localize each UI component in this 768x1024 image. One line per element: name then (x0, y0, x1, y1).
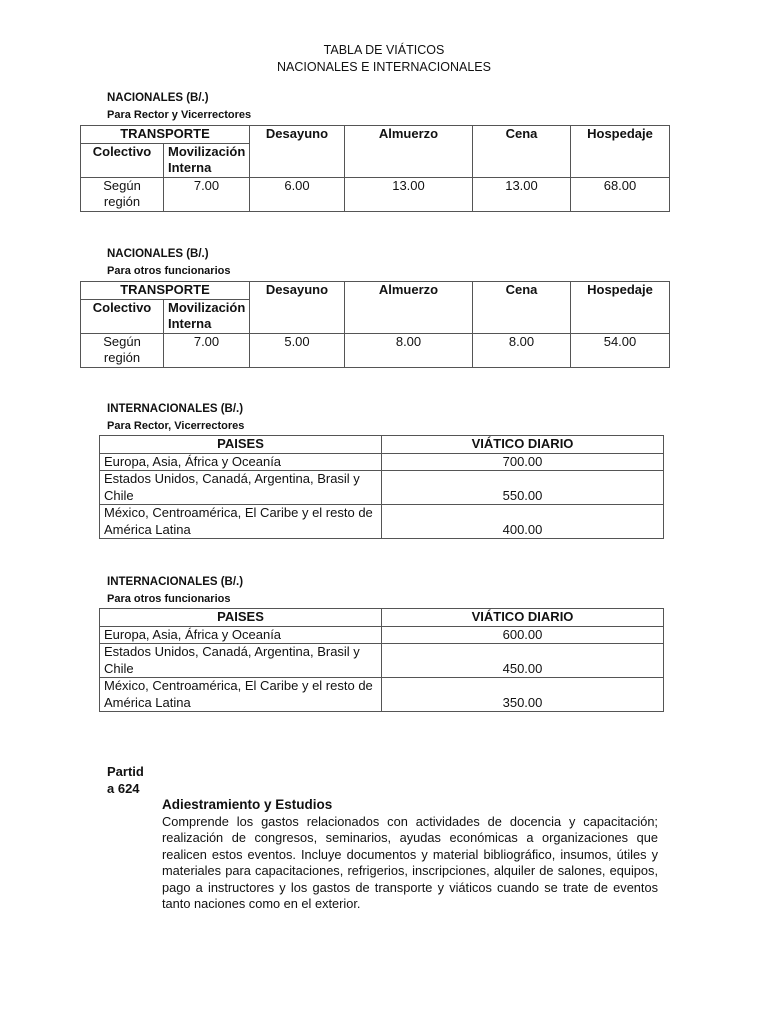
section-heading-internacionales-otros: INTERNACIONALES (B/.) (107, 576, 244, 588)
section-heading-nacionales-otros: NACIONALES (B/.) (107, 248, 209, 260)
section-subheading-internacionales-rector: Para Rector, Vicerrectores (107, 420, 245, 432)
header-transporte: TRANSPORTE (81, 126, 250, 144)
document-title-line2: NACIONALES E INTERNACIONALES (277, 60, 491, 74)
cell-monto: 550.00 (382, 471, 664, 505)
cell-monto: 700.00 (382, 453, 664, 471)
header-paises: PAISES (100, 609, 382, 627)
table-internacionales-otros (99, 608, 664, 712)
section-heading-internacionales-rector: INTERNACIONALES (B/.) (107, 403, 244, 415)
cell-hospedaje: 54.00 (571, 333, 670, 367)
header-movilizacion: Movilización Interna (164, 299, 250, 333)
cell-pais: Europa, Asia, África y Oceanía (100, 453, 382, 471)
cell-monto: 350.00 (382, 678, 664, 712)
cell-pais: Europa, Asia, África y Oceanía (100, 626, 382, 644)
header-viatico-diario: VIÁTICO DIARIO (382, 609, 664, 627)
header-cena: Cena (473, 282, 571, 334)
cell-almuerzo: 13.00 (345, 177, 473, 211)
header-almuerzo: Almuerzo (345, 282, 473, 334)
table-nacionales-rector (80, 125, 670, 212)
cell-cena: 8.00 (473, 333, 571, 367)
cell-monto: 600.00 (382, 626, 664, 644)
section-subheading-nacionales-rector: Para Rector y Vicerrectores (107, 109, 252, 121)
cell-hospedaje: 68.00 (571, 177, 670, 211)
header-movilizacion: Movilización Interna (164, 143, 250, 177)
partida-description: Comprende los gastos relacionados con actividades de docencia y capacitación; realización de congresos, seminarios, ayudas económicas a organizaciones que realicen estos eventos. Incluye documentos y material bibliográfico, insumos, útiles y materiales para capacitaciones, refrigerios, inscripciones, alquiler de salones, equipos, pago a instructores y los gastos de transporte y viáticos cuando se trate de eventos tanto naciones como en el exterior. (162, 814, 658, 912)
header-viatico-diario: VIÁTICO DIARIO (382, 436, 664, 454)
cell-monto: 400.00 (382, 505, 664, 539)
header-hospedaje: Hospedaje (571, 282, 670, 334)
cell-pais: Estados Unidos, Canadá, Argentina, Brasil y Chile (100, 644, 382, 678)
header-paises: PAISES (100, 436, 382, 454)
header-desayuno: Desayuno (250, 282, 345, 334)
section-subheading-internacionales-otros: Para otros funcionarios (107, 593, 231, 605)
header-colectivo: Colectivo (81, 143, 164, 177)
cell-colectivo: Según región (81, 333, 164, 367)
cell-pais: México, Centroamérica, El Caribe y el resto de América Latina (100, 678, 382, 712)
header-hospedaje: Hospedaje (571, 126, 670, 178)
header-cena: Cena (473, 126, 571, 178)
cell-pais: México, Centroamérica, El Caribe y el resto de América Latina (100, 505, 382, 539)
table-internacionales-rector (99, 435, 664, 539)
cell-monto: 450.00 (382, 644, 664, 678)
table-nacionales-otros (80, 281, 670, 368)
cell-desayuno: 5.00 (250, 333, 345, 367)
section-heading-nacionales-rector: NACIONALES (B/.) (107, 92, 209, 104)
cell-cena: 13.00 (473, 177, 571, 211)
partida-title: Adiestramiento y Estudios (162, 797, 333, 812)
cell-almuerzo: 8.00 (345, 333, 473, 367)
cell-movilizacion: 7.00 (164, 177, 250, 211)
cell-pais: Estados Unidos, Canadá, Argentina, Brasil y Chile (100, 471, 382, 505)
cell-movilizacion: 7.00 (164, 333, 250, 367)
document-title-line1: TABLA DE VIÁTICOS (323, 43, 445, 57)
header-colectivo: Colectivo (81, 299, 164, 333)
header-transporte: TRANSPORTE (81, 282, 250, 300)
cell-colectivo: Según región (81, 177, 164, 211)
header-desayuno: Desayuno (250, 126, 345, 178)
cell-desayuno: 6.00 (250, 177, 345, 211)
partida-label: Partida 624 (107, 764, 144, 796)
section-subheading-nacionales-otros: Para otros funcionarios (107, 265, 231, 277)
header-almuerzo: Almuerzo (345, 126, 473, 178)
